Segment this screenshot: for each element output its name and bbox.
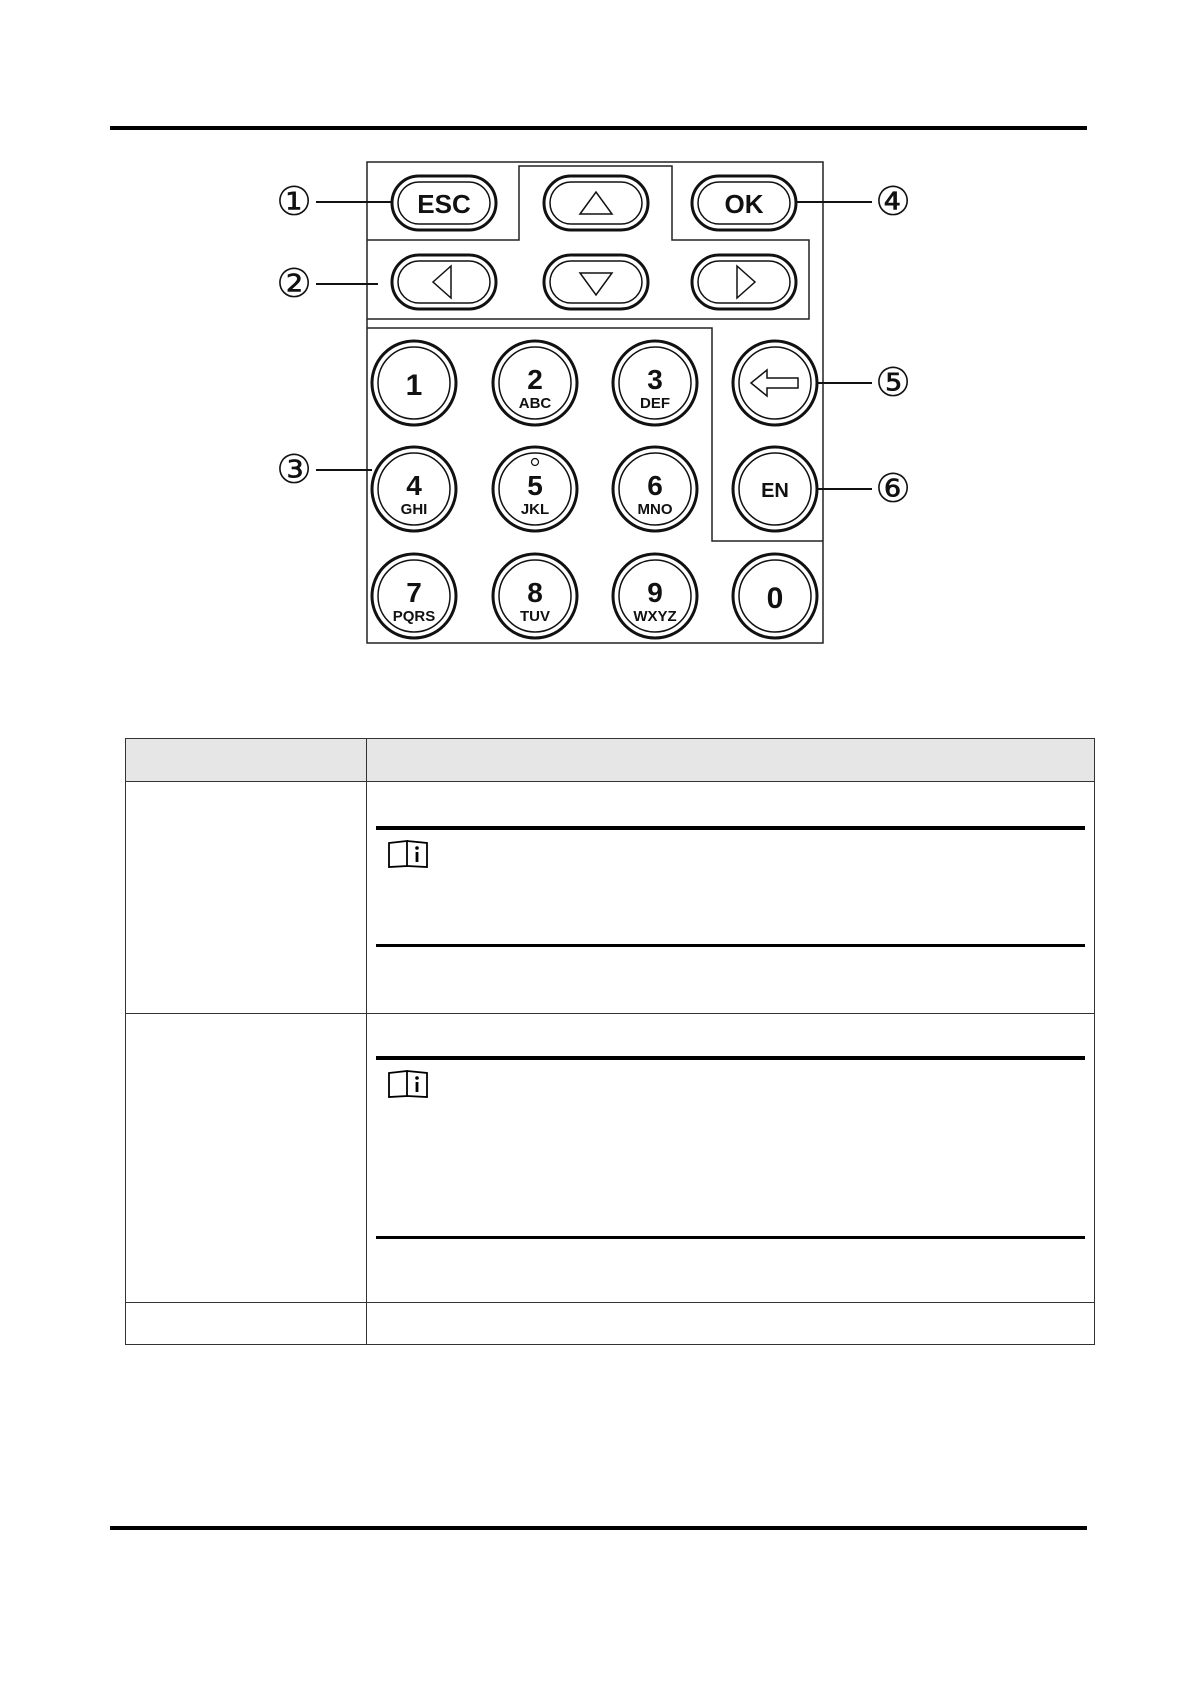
key-description-table <box>125 738 1095 1345</box>
down-key[interactable] <box>544 255 648 309</box>
table-cell <box>126 782 367 1014</box>
note-book-icon <box>387 1070 429 1098</box>
note-bottom-rule <box>376 1236 1085 1239</box>
digit-key-5[interactable] <box>493 447 577 531</box>
digit-key-number: 4 <box>406 470 422 501</box>
backspace-arrow-icon <box>751 370 798 396</box>
table-header-cell <box>367 739 1095 782</box>
numpad-block-outline <box>367 328 823 541</box>
left-key[interactable] <box>392 255 496 309</box>
digit-key-1[interactable] <box>372 341 456 425</box>
callout-6: ⑥ <box>875 466 911 512</box>
keypad-frame <box>367 162 823 643</box>
up-arrow-icon <box>580 192 612 214</box>
table-cell <box>126 1303 367 1345</box>
esc-key-label: ESC <box>417 189 471 219</box>
table-cell <box>367 1303 1095 1345</box>
table-cell <box>367 782 1095 1014</box>
table-header-row <box>126 739 1095 782</box>
callout-4: ④ <box>875 179 911 225</box>
digit-key-3[interactable] <box>613 341 697 425</box>
callout-3: ③ <box>276 447 312 493</box>
note-book-icon <box>387 840 429 868</box>
callout-1: ① <box>276 179 312 225</box>
en-key[interactable] <box>733 447 817 531</box>
table-header-cell <box>126 739 367 782</box>
digit-key-7[interactable] <box>372 554 456 638</box>
digit-key-letters: MNO <box>637 501 673 518</box>
right-key[interactable] <box>692 255 796 309</box>
digit-key-letters: WXYZ <box>633 608 677 625</box>
callout-leaders <box>316 202 872 489</box>
digit-key-number: 2 <box>527 364 543 395</box>
right-arrow-icon <box>737 266 755 298</box>
digit-key-letters: GHI <box>400 501 428 518</box>
note-top-rule <box>376 1056 1085 1060</box>
digit-key-number: 5 <box>527 470 543 501</box>
table-row <box>126 1303 1095 1345</box>
keypad-diagram <box>0 0 1191 680</box>
table-cell <box>367 1014 1095 1303</box>
digit-key-letters: JKL <box>520 501 550 518</box>
table-cell <box>126 1014 367 1303</box>
ok-key[interactable] <box>692 176 796 230</box>
tactile-dot-icon <box>532 459 539 466</box>
esc-key[interactable] <box>392 176 496 230</box>
digit-key-number: 3 <box>647 364 663 395</box>
digit-key-letters: DEF <box>640 395 670 412</box>
digit-key-8[interactable] <box>493 554 577 638</box>
digit-key-letters: ABC <box>518 395 552 412</box>
digit-key-0[interactable] <box>733 554 817 638</box>
up-key[interactable] <box>544 176 648 230</box>
ok-key-label: OK <box>724 189 764 219</box>
down-arrow-icon <box>580 273 612 295</box>
callout-5: ⑤ <box>875 360 911 406</box>
digit-key-letters: TUV <box>520 608 550 625</box>
table-row <box>126 1014 1095 1303</box>
digit-key-4[interactable] <box>372 447 456 531</box>
en-key-label: EN <box>761 480 789 502</box>
note-top-rule <box>376 826 1085 830</box>
digit-key-2[interactable] <box>493 341 577 425</box>
digit-key-number: 8 <box>527 577 543 608</box>
digit-key-number: 1 <box>405 369 423 402</box>
digit-key-number: 6 <box>647 470 663 501</box>
digit-key-number: 7 <box>406 577 422 608</box>
digit-key-number: 0 <box>766 582 784 615</box>
note-bottom-rule <box>376 944 1085 947</box>
table-row <box>126 782 1095 1014</box>
left-arrow-icon <box>433 266 451 298</box>
backspace-key[interactable] <box>733 341 817 425</box>
digit-key-6[interactable] <box>613 447 697 531</box>
digit-key-9[interactable] <box>613 554 697 638</box>
digit-key-number: 9 <box>647 577 663 608</box>
digit-key-letters: PQRS <box>392 608 436 625</box>
callout-2: ② <box>276 261 312 307</box>
footer-rule <box>110 1526 1087 1530</box>
